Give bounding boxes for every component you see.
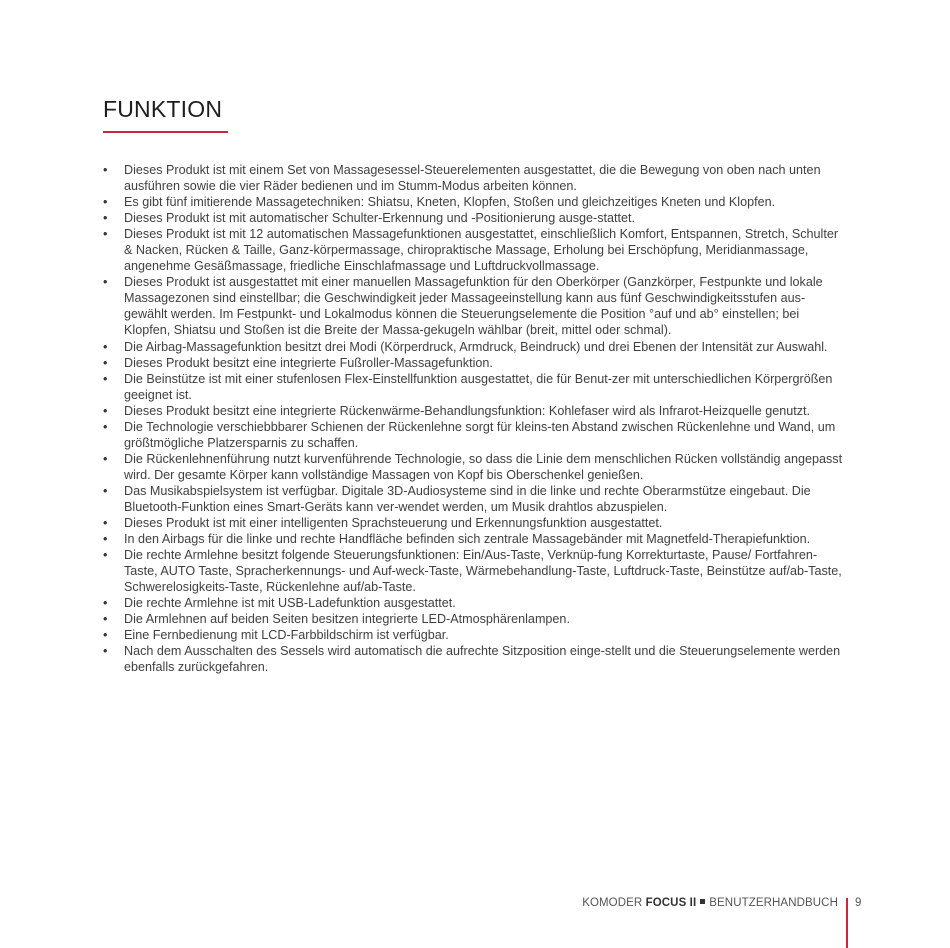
list-item-text: Dieses Produkt ist mit einem Set von Massagesessel-Steuerelementen ausgestattet, die die Bewegung von oben nach unten ausführen sowie die vier Räder bedienen und im Stumm-Modus arbeiten können.	[124, 163, 821, 194]
list-item-text: Die Armlehnen auf beiden Seiten besitzen integrierte LED-Atmosphärenlampen.	[124, 612, 570, 627]
square-separator-icon	[700, 899, 705, 904]
list-item-text: Dieses Produkt ist mit 12 automatischen Massagefunktionen ausgestattet, einschließlich Komfort, Entspannen, Stretch, Schulter & Nacken, Rücken & Taille, Ganz-körpermassage, chiropraktische Massage, Erholung bei Erschöpfung, Meridianmassage, angenehme Gesäßmassage, friedliche Einschlafmassage und Luftdruckvollmassage.	[124, 227, 839, 274]
bullet-dot-icon: •	[103, 355, 108, 370]
bullet-dot-icon: •	[103, 195, 108, 210]
list-item-text: Es gibt fünf imitierende Massagetechniken: Shiatsu, Kneten, Klopfen, Stoßen und gleichzeitiges Kneten und Klopfen.	[124, 195, 776, 210]
list-item	[103, 419, 848, 451]
heading-underline	[103, 131, 228, 133]
list-item-text: Dieses Produkt besitzt eine integrierte Fußroller-Massagefunktion.	[124, 355, 493, 370]
list-item	[103, 210, 848, 226]
list-item	[103, 611, 848, 627]
bullet-dot-icon: •	[103, 163, 108, 177]
list-item-text: Dieses Produkt ist mit einer intelligenten Sprachsteuerung und Erkennungsfunktion ausgestattet.	[124, 516, 663, 531]
list-item	[103, 194, 848, 210]
page-number: 9	[855, 897, 862, 909]
list-item	[103, 643, 848, 675]
list-item-text: Nach dem Ausschalten des Sessels wird automatisch die aufrechte Sitzposition einge-stellt und die Steuerungselemente werden ebenfalls zurückgefahren.	[124, 644, 841, 675]
bullet-dot-icon: •	[103, 628, 108, 643]
list-item	[103, 339, 848, 355]
list-item	[103, 595, 848, 611]
list-item	[103, 483, 848, 515]
bullet-dot-icon: •	[103, 548, 108, 563]
bullet-dot-icon: •	[103, 644, 108, 659]
bullet-dot-icon: •	[103, 612, 108, 627]
list-item	[103, 515, 848, 531]
bullet-dot-icon: •	[103, 403, 108, 418]
list-item	[103, 451, 848, 483]
list-item	[103, 547, 848, 595]
bullet-dot-icon: •	[103, 532, 108, 547]
list-item	[103, 226, 848, 274]
list-item-text: Dieses Produkt ist ausgestattet mit einer manuellen Massagefunktion für den Oberkörper (Ganzkörper, Festpunkte und lokale Massagezonen sind einstellbar; die Geschwindigkeit jeder Massageeinstellung kann aus fünf Geschwindigkeitsstufen aus-gewählt werden. Im Festpunkt- und Lokalmodus können die Steuerungselemente die Position °auf und ab° einstellen; bei Klopfen, Shiatsu und Stoßen ist die Breite der Massa-gekugeln wählbar (breit, mittel oder schmal).	[124, 275, 823, 338]
list-item-text: Dieses Produkt besitzt eine integrierte Rückenwärme-Behandlungsfunktion: Kohlefaser wird als Infrarot-Heizquelle genutzt.	[124, 403, 811, 418]
bullet-dot-icon: •	[103, 483, 108, 498]
list-item	[103, 274, 848, 338]
list-item-text: Das Musikabspielsystem ist verfügbar. Digitale 3D-Audiosysteme sind in die linke und rechte Oberarmstütze eingebaut. Die Bluetooth-Funktion eines Smart-Geräts kann ver-wendet werden, um Musik drahtlos abzuspielen.	[124, 483, 811, 514]
list-item-text: In den Airbags für die linke und rechte Handfläche befinden sich zentrale Massagebänder mit Magnetfeld-Therapiefunktion.	[124, 532, 811, 547]
list-item-text: Dieses Produkt ist mit automatischer Schulter-Erkennung und -Positionierung ausge-stattet.	[124, 211, 635, 226]
list-item-text: Die Airbag-Massagefunktion besitzt drei Modi (Körperdruck, Armdruck, Beindruck) und drei Ebenen der Intensität zur Auswahl.	[124, 339, 828, 354]
section-heading: FUNKTION	[103, 96, 223, 122]
list-item	[103, 355, 848, 371]
list-item	[103, 531, 848, 547]
page-footer	[582, 897, 838, 909]
feature-list	[103, 162, 848, 676]
list-item	[103, 162, 848, 194]
list-item-text: Die Rückenlehnenführung nutzt kurvenführende Technologie, so dass die Linie dem menschlichen Rücken vollständig angepasst wird. Der gesamte Körper kann vollständige Massagen von Kopf bis Oberschenkel genießen.	[124, 451, 843, 482]
list-item-text: Die Technologie verschiebbbarer Schienen der Rückenlehne sorgt für kleins-ten Abstand zwischen Rückenlehne und Wand, um größtmögliche Platzersparnis zu schaffen.	[124, 419, 836, 450]
list-item	[103, 403, 848, 419]
bullet-dot-icon: •	[103, 371, 108, 386]
footer-brand: KOMODER	[582, 897, 643, 909]
bullet-dot-icon: •	[103, 339, 108, 354]
list-item-text: Die rechte Armlehne ist mit USB-Ladefunktion ausgestattet.	[124, 596, 456, 611]
list-item-text: Eine Fernbedienung mit LCD-Farbbildschirm ist verfügbar.	[124, 628, 449, 643]
bullet-dot-icon: •	[103, 211, 108, 226]
list-item-text: Die rechte Armlehne besitzt folgende Steuerungsfunktionen: Ein/Aus-Taste, Verknüp-fung Korrekturtaste, Pause/ Fortfahren-Taste, AUTO Taste, Spracherkennungs- und Auf-weck-Taste, Wärmebehandlung-Taste, Luftdruck-Taste, Beinstütze auf/ab-Taste, Schwerelosigkeits-Taste, Rückenlehne auf/ab-Taste.	[124, 548, 842, 595]
list-item	[103, 371, 848, 403]
footer-model: FOCUS II	[645, 897, 697, 909]
footer-section: BENUTZERHANDBUCH	[709, 897, 838, 909]
footer-divider	[846, 898, 848, 948]
bullet-dot-icon: •	[103, 516, 108, 531]
bullet-dot-icon: •	[103, 275, 108, 290]
bullet-dot-icon: •	[103, 227, 108, 242]
bullet-dot-icon: •	[103, 596, 108, 611]
bullet-dot-icon: •	[103, 419, 108, 434]
list-item-text: Die Beinstütze ist mit einer stufenlosen Flex-Einstellfunktion ausgestattet, die für Benut-zer mit unterschiedlichen Körpergrößen geeignet ist.	[124, 371, 833, 402]
list-item	[103, 627, 848, 643]
bullet-dot-icon: •	[103, 451, 108, 466]
